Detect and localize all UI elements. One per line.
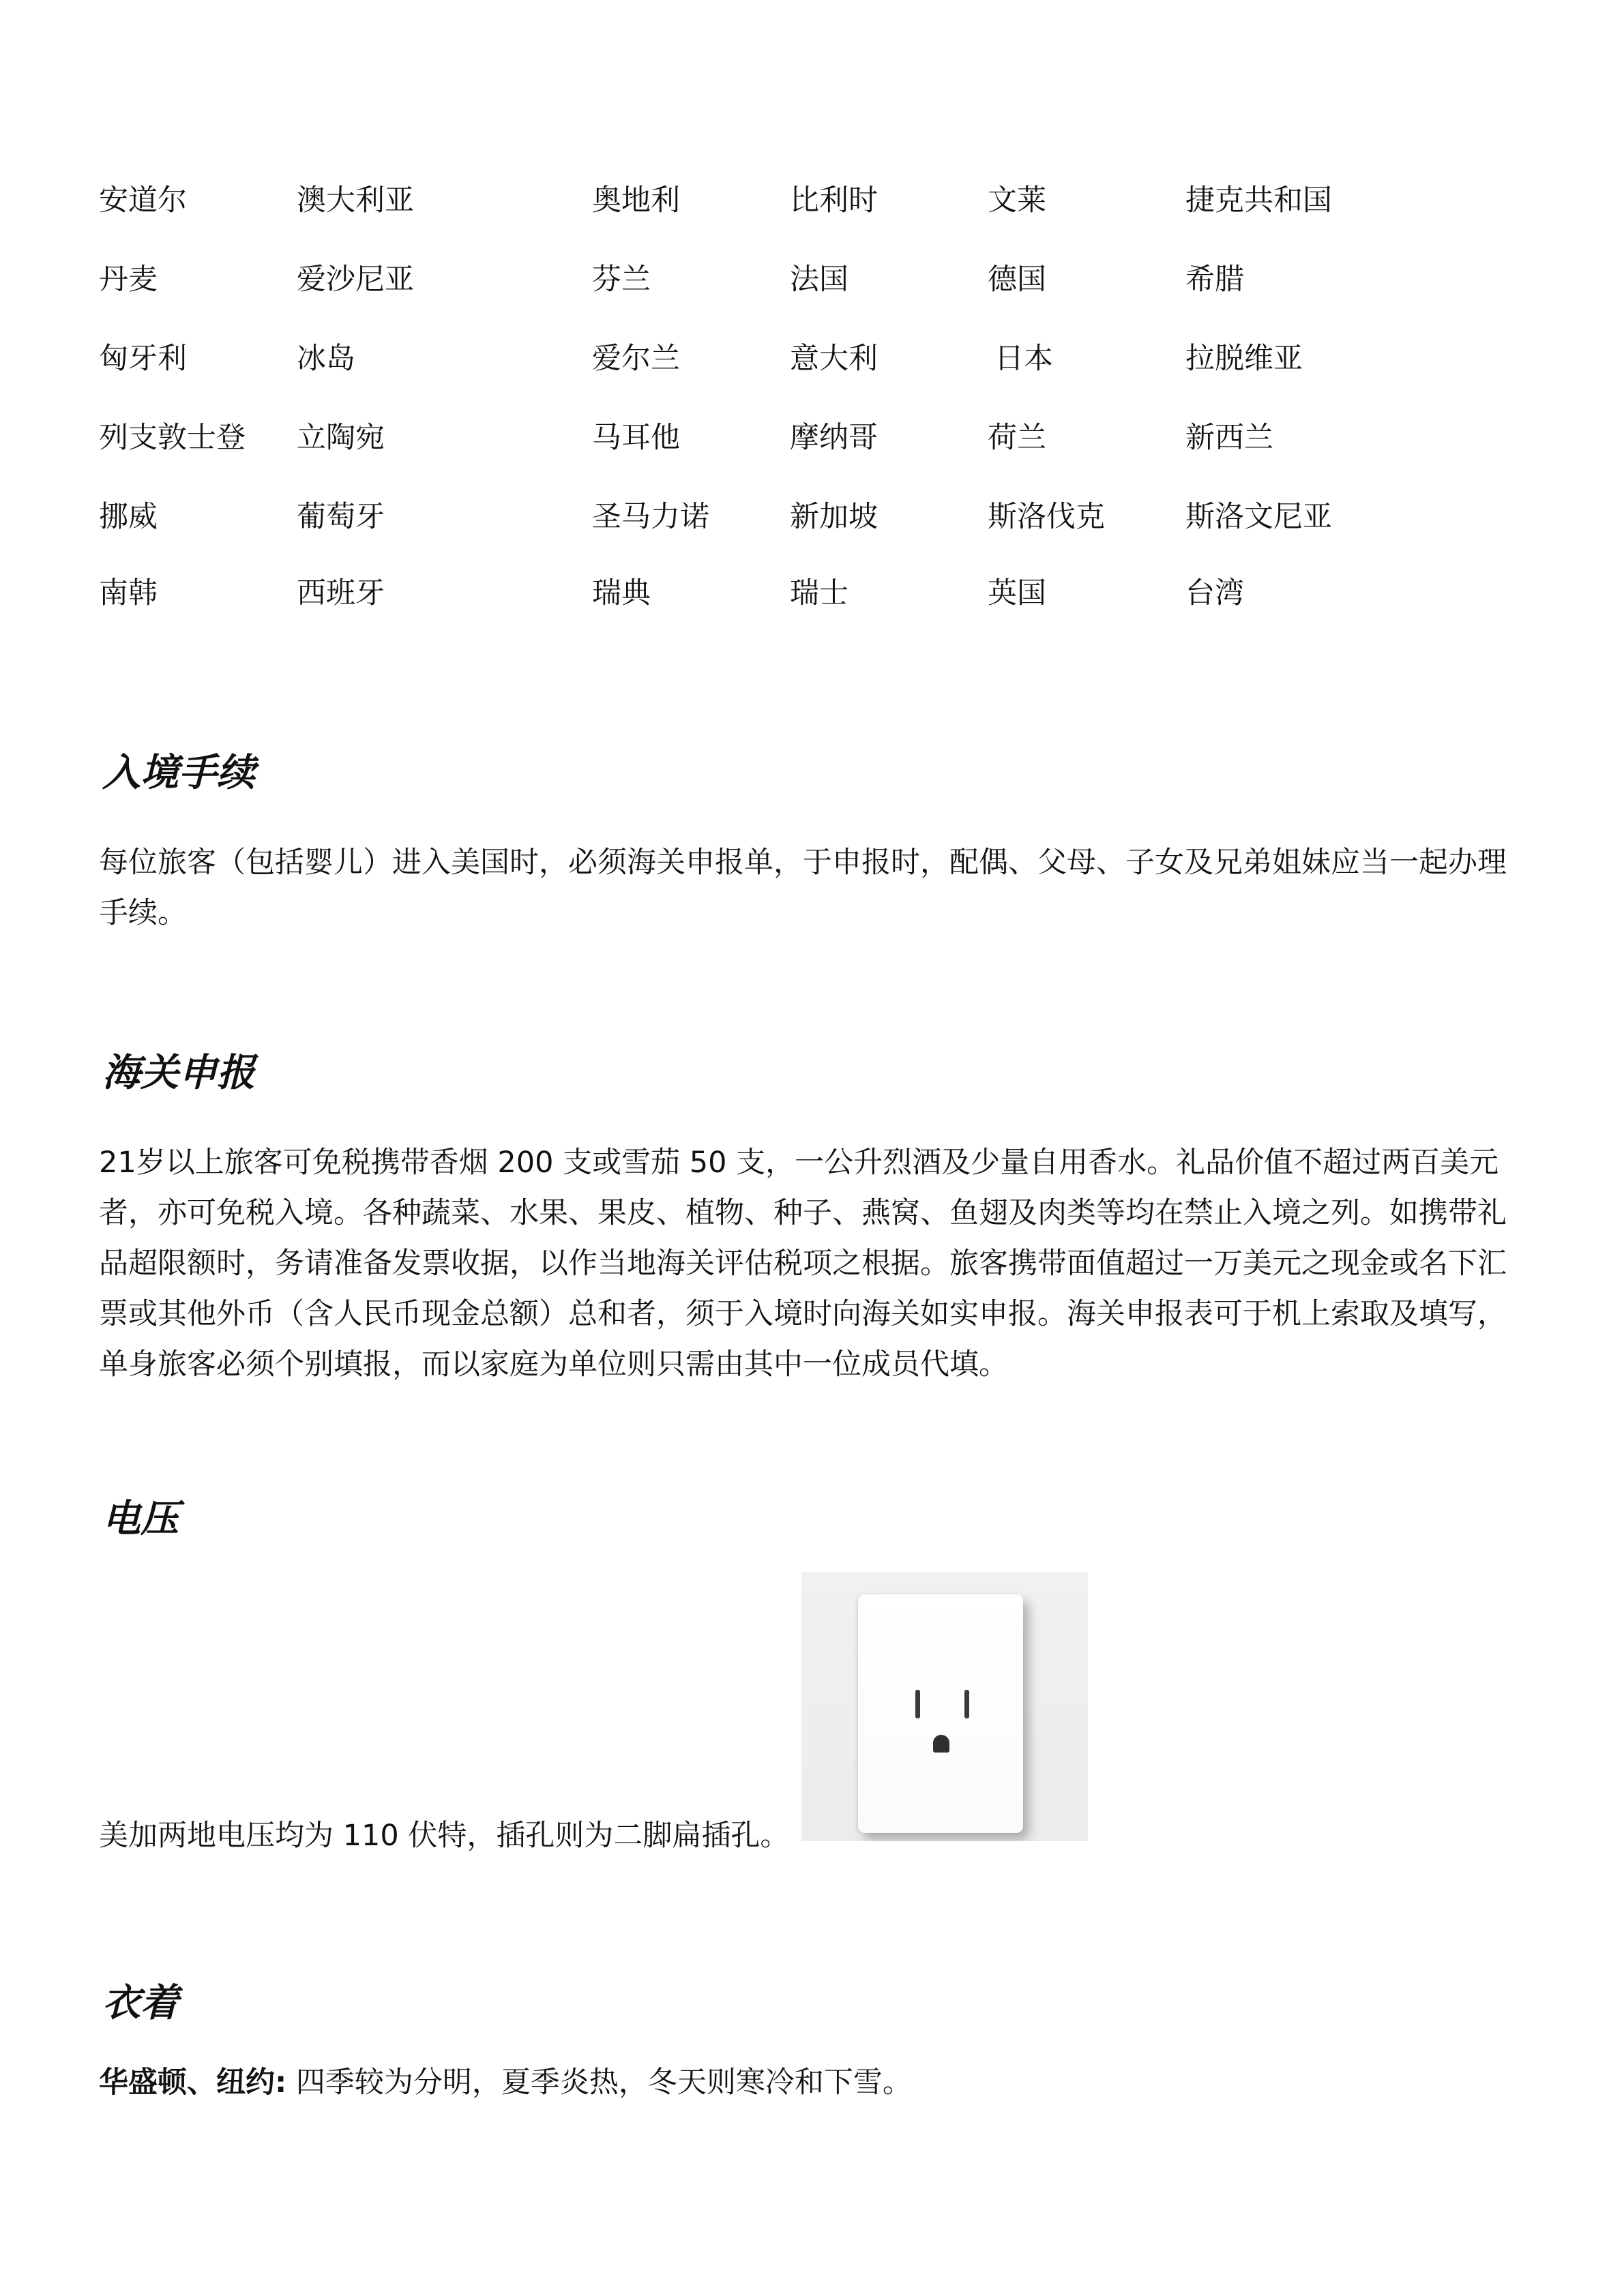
- voltage-text: 美加两地电压均为 110 伏特，插孔则为二脚扁插孔。: [99, 1819, 790, 1853]
- country-name: 文莱: [988, 183, 1046, 218]
- outlet-slot-right: [964, 1690, 969, 1718]
- country-name: 西班牙: [297, 576, 385, 610]
- country-name: 意大利: [790, 342, 878, 376]
- country-grid: [99, 179, 1395, 642]
- outlet-slot-left: [915, 1690, 920, 1718]
- country-name: 瑞士: [790, 576, 848, 610]
- country-name: 丹麦: [99, 263, 158, 297]
- customs-paragraph: 21岁以上旅客可免税携带香烟 200 支或雪茄 50 支，一公升烈酒及少量自用香水。礼品价值不超过两百美元者，亦可免税入境。各种蔬菜、水果、果皮、植物、种子、燕窝、鱼翅及肉类等均在禁止入境之列。如携带礼品超限额时，务请准备发票收据，以作当地海关评估税项之根据。旅客携带面值超过一万美元之现金或名下汇票或其他外币（含人民币现金总额）总和者，须于入境时向海关如实申报。海关申报表可于机上索取及填写，单身旅客必须个别填报，而以家庭为单位则只需由其中一位成员代填。: [99, 1146, 1507, 1382]
- country-name: 挪威: [99, 500, 158, 534]
- clothing-region-label: 华盛顿、纽约:: [99, 2066, 287, 2100]
- country-name: 新西兰: [1185, 421, 1273, 455]
- country-name: 葡萄牙: [297, 500, 385, 534]
- country-name: 列支敦士登: [99, 421, 246, 455]
- power-outlet-icon: [801, 1572, 1088, 1841]
- country-row: [99, 258, 1395, 337]
- country-name: 爱尔兰: [592, 342, 680, 376]
- country-name: 立陶宛: [297, 421, 385, 455]
- country-name: 台湾: [1185, 576, 1244, 610]
- entry-paragraph: 每位旅客（包括婴儿）进入美国时，必须海关申报单，于申报时，配偶、父母、子女及兄弟姐妹应当一起办理手续。: [99, 846, 1507, 930]
- country-name: 斯洛伐克: [988, 500, 1105, 534]
- country-name: 斯洛文尼亚: [1185, 500, 1332, 534]
- country-name: 芬兰: [592, 263, 651, 297]
- country-name: 希腊: [1185, 263, 1244, 297]
- country-name: 拉脱维亚: [1185, 342, 1303, 376]
- country-name: 奥地利: [592, 183, 680, 218]
- country-name: 安道尔: [99, 183, 187, 218]
- country-row: [99, 416, 1395, 495]
- country-name: 圣马力诺: [592, 500, 709, 534]
- country-name: 德国: [988, 263, 1046, 297]
- customs-heading: 海关申报: [102, 1051, 255, 1095]
- country-name: 澳大利亚: [297, 183, 414, 218]
- country-name: 比利时: [790, 183, 878, 218]
- country-name: 捷克共和国: [1185, 183, 1332, 218]
- country-row: [99, 337, 1395, 416]
- country-name: 摩纳哥: [790, 421, 878, 455]
- country-name: 荷兰: [988, 421, 1046, 455]
- country-name: 新加坡: [790, 500, 878, 534]
- clothing-description: 四季较为分明，夏季炎热，冬天则寒冷和下雪。: [286, 2066, 912, 2100]
- country-row: [99, 179, 1395, 258]
- voltage-heading: 电压: [102, 1497, 179, 1541]
- country-name: 冰岛: [297, 342, 355, 376]
- country-name: 南韩: [99, 576, 158, 610]
- outlet-ground-hole: [933, 1735, 949, 1753]
- country-name: 爱沙尼亚: [297, 263, 414, 297]
- country-name: 法国: [790, 263, 848, 297]
- country-row: [99, 495, 1395, 574]
- clothing-line: [99, 2057, 912, 2108]
- country-name: 马耳他: [592, 421, 680, 455]
- country-name: 日本: [994, 342, 1053, 376]
- country-name: 瑞典: [592, 576, 651, 610]
- entry-heading: 入境手续: [102, 751, 255, 795]
- country-row: [99, 571, 1395, 640]
- clothing-heading: 衣着: [102, 1981, 179, 2025]
- country-name: 英国: [988, 576, 1046, 610]
- outlet-plate: [858, 1594, 1023, 1833]
- country-name: 匈牙利: [99, 342, 187, 376]
